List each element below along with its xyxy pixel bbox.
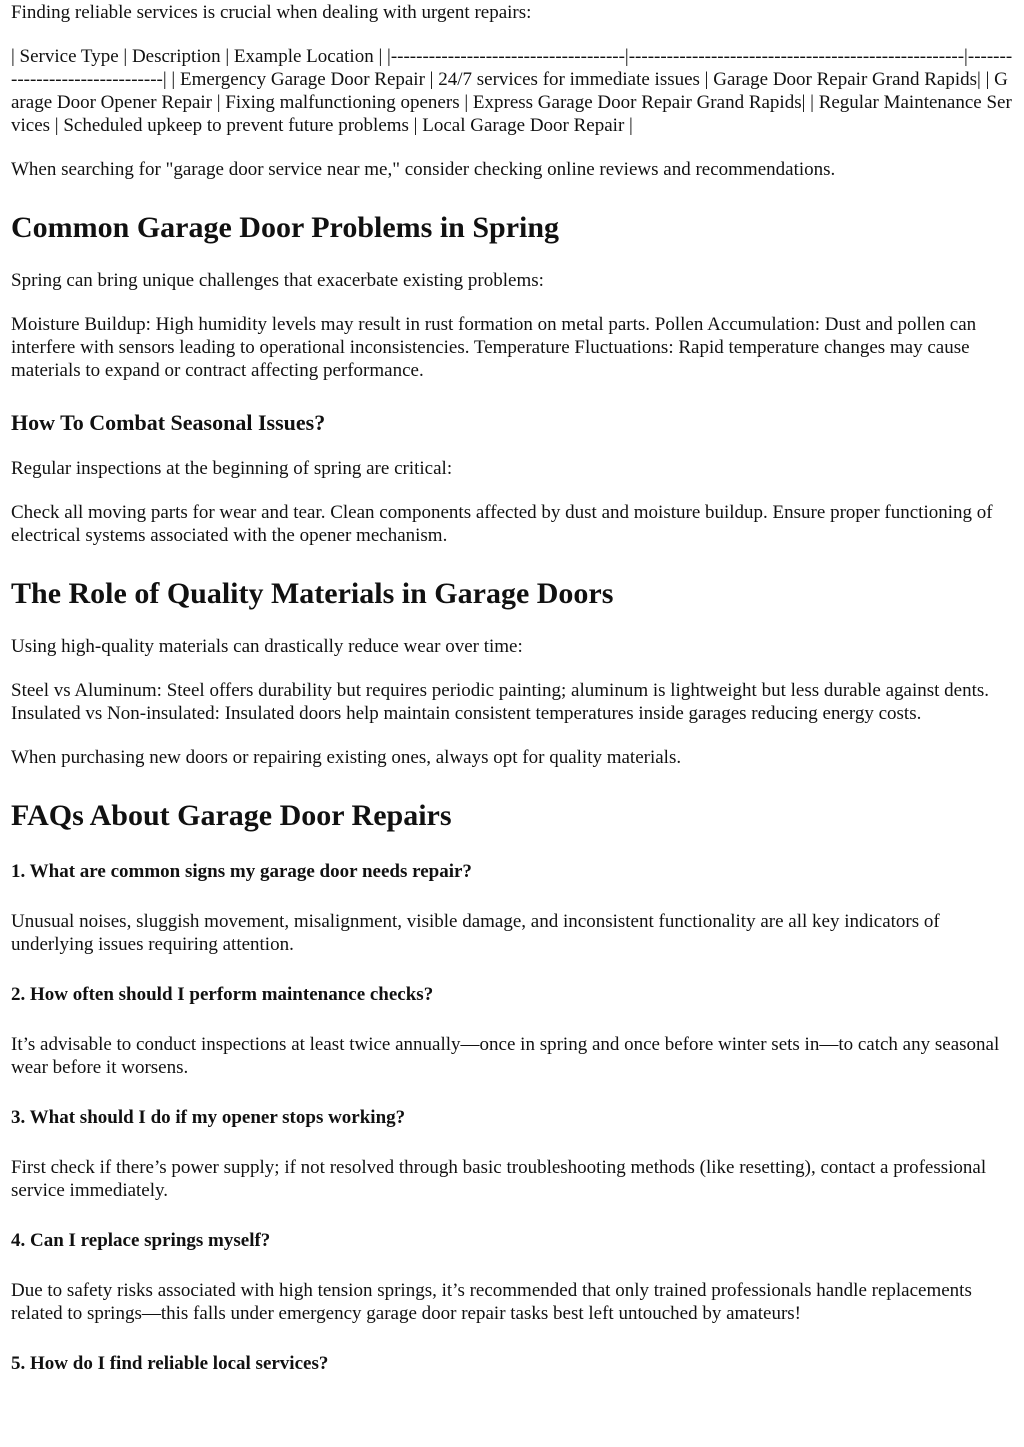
service-table-text: | Service Type | Description | Example Location | |-------------------------------------|-----------------------------------------------------|-------------------------------| | Emergency Garage Door Repair | 24/7 services for immediate issues | Garage Door Repair Grand Rapids| | Garage Door Opener Repair | Fixing malfunctioning openers | Express Garage Door Repair Grand Rapids| | Regular Maintenance Services | Scheduled upkeep to prevent future problems | Local Garage Door Repair | <box>11 46 1013 136</box>
combat-lead-paragraph: Regular inspections at the beginning of spring are critical: <box>11 458 453 479</box>
intro-lead-paragraph: Finding reliable services is crucial when dealing with urgent repairs: <box>11 2 532 23</box>
materials-comparison-paragraph: Steel vs Aluminum: Steel offers durability but requires periodic painting; aluminum is lightweight but less durable against dents. Insulated vs Non-insulated: Insulated doors help maintain consistent temperatures inside garages reducing energy costs. <box>11 680 989 724</box>
search-tip-paragraph: When searching for "garage door service near me," consider checking online reviews and recommendations. <box>11 159 836 180</box>
faqs-heading: FAQs About Garage Door Repairs <box>11 799 452 832</box>
faq-question: 1. What are common signs my garage door needs repair? <box>11 861 472 882</box>
materials-heading: The Role of Quality Materials in Garage Doors <box>11 577 614 610</box>
combat-steps-paragraph: Check all moving parts for wear and tear. Clean components affected by dust and moisture buildup. Ensure proper functioning of electrical systems associated with the opener mechanism. <box>11 502 993 546</box>
faq-answer: Due to safety risks associated with high tension springs, it’s recommended that only trained professionals handle replacements related to springs—this falls under emergency garage door repair tasks best left untouched by amateurs! <box>11 1280 972 1324</box>
faq-question: 5. How do I find reliable local services? <box>11 1353 329 1374</box>
materials-lead-paragraph: Using high-quality materials can drastically reduce wear over time: <box>11 636 523 657</box>
faq-answer: Unusual noises, sluggish movement, misalignment, visible damage, and inconsistent functionality are all key indicators of underlying issues requiring attention. <box>11 911 940 955</box>
spring-lead-paragraph: Spring can bring unique challenges that exacerbate existing problems: <box>11 270 544 291</box>
spring-problems-paragraph: Moisture Buildup: High humidity levels may result in rust formation on metal parts. Pollen Accumulation: Dust and pollen can interfere with sensors leading to operational inconsistencies. Temperature Fluctuations: Rapid temperature changes may cause materials to expand or contract affecting performance. <box>11 314 977 381</box>
faq-question: 4. Can I replace springs myself? <box>11 1230 271 1251</box>
combat-issues-heading: How To Combat Seasonal Issues? <box>11 410 326 435</box>
materials-advice-paragraph: When purchasing new doors or repairing existing ones, always opt for quality materials. <box>11 747 682 768</box>
faq-question: 2. How often should I perform maintenance checks? <box>11 984 434 1005</box>
faq-answer: First check if there’s power supply; if not resolved through basic troubleshooting methods (like resetting), contact a professional service immediately. <box>11 1157 987 1201</box>
document-page <box>0 1 1024 1375</box>
faq-answer: It’s advisable to conduct inspections at least twice annually—once in spring and once before winter sets in—to catch any seasonal wear before it worsens. <box>11 1034 1000 1078</box>
faq-question: 3. What should I do if my opener stops working? <box>11 1107 406 1128</box>
spring-problems-heading: Common Garage Door Problems in Spring <box>11 211 560 244</box>
